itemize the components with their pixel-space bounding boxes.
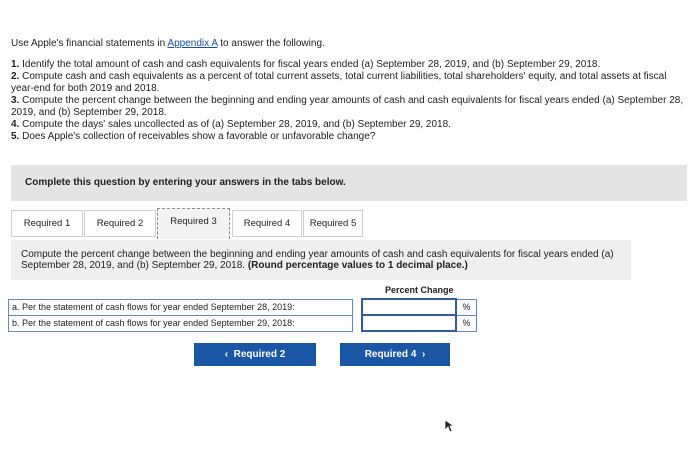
header-spacer	[353, 282, 363, 299]
percent-change-header: Percent Change	[362, 282, 477, 299]
tab-required-1[interactable]: Required 1	[11, 210, 83, 237]
question-number: 5.	[11, 131, 20, 142]
chevron-left-icon: ‹	[224, 349, 229, 360]
question-item	[11, 131, 691, 143]
question-text: Compute the percent change between the beginning and ending year amounts of cash and cash equivalents for fiscal years ended (a) September 28, 2019, and (b) September 29, 2018.	[11, 95, 684, 118]
answer-header-row	[9, 282, 477, 299]
panel-text	[21, 249, 621, 271]
lead-suffix: to answer the following.	[217, 38, 325, 49]
answer-table	[8, 282, 477, 332]
tab-required-4[interactable]: Required 4	[232, 210, 302, 237]
question-number: 4.	[11, 119, 20, 130]
question-number: 3.	[11, 95, 20, 106]
question-text: Compute cash and cash equivalents as a percent of total current assets, total current liabilities, total shareholders' equity, and total assets at fiscal year-end for both 2019 and 2018.	[11, 71, 667, 94]
question-item	[11, 95, 691, 119]
tab-panel-instructions	[11, 240, 631, 280]
instructions	[11, 38, 691, 143]
rounding-note: (Round percentage values to 1 decimal place.)	[247, 260, 468, 271]
question-item	[11, 59, 691, 71]
tab-required-5[interactable]: Required 5	[303, 210, 363, 237]
row-label: a. Per the statement of cash flows for year ended September 28, 2019:	[9, 299, 353, 315]
question-item	[11, 119, 691, 131]
question-number: 1.	[11, 59, 20, 70]
prev-required-button[interactable]	[194, 343, 316, 366]
table-row	[9, 299, 477, 315]
question-text: Identify the total amount of cash and cash equivalents for fiscal years ended (a) September 28, 2019, and (b) September 29, 2018.	[22, 59, 601, 70]
percent-unit: %	[456, 315, 477, 331]
next-required-button[interactable]	[340, 343, 450, 366]
question-text: Does Apple's collection of receivables show a favorable or unfavorable change?	[22, 131, 376, 142]
chevron-right-icon: ›	[421, 349, 426, 360]
question-item	[11, 71, 691, 95]
tab-required-2[interactable]: Required 2	[84, 210, 156, 237]
instruction-banner: Complete this question by entering your answers in the tabs below.	[11, 165, 687, 201]
lead-prefix: Use Apple's financial statements in	[11, 38, 168, 49]
header-blank	[9, 282, 353, 299]
percent-unit: %	[456, 299, 477, 315]
question-number: 2.	[11, 71, 20, 82]
mouse-cursor-icon	[444, 419, 456, 433]
panel-prompt: Compute the percent change between the beginning and ending year amounts of cash and cash equivalents for fiscal years ended (a) September 28, 2019, and (b) September 29, 2018.	[21, 249, 614, 271]
percent-change-input-a[interactable]	[362, 299, 456, 315]
table-row	[9, 315, 477, 331]
row-spacer	[353, 299, 363, 315]
instructions-lead	[11, 38, 691, 50]
percent-change-input-b[interactable]	[362, 315, 456, 331]
question-text: Compute the days' sales uncollected as of (a) September 28, 2019, and (b) September 29, 2018.	[22, 119, 451, 130]
row-spacer	[353, 315, 363, 331]
prev-button-label: Required 2	[233, 349, 286, 360]
question-list	[11, 59, 691, 143]
appendix-link[interactable]: Appendix A	[167, 38, 218, 49]
next-button-label: Required 4	[364, 349, 417, 360]
row-label: b. Per the statement of cash flows for year ended September 29, 2018:	[9, 315, 353, 331]
tab-required-3[interactable]: Required 3	[157, 208, 230, 239]
